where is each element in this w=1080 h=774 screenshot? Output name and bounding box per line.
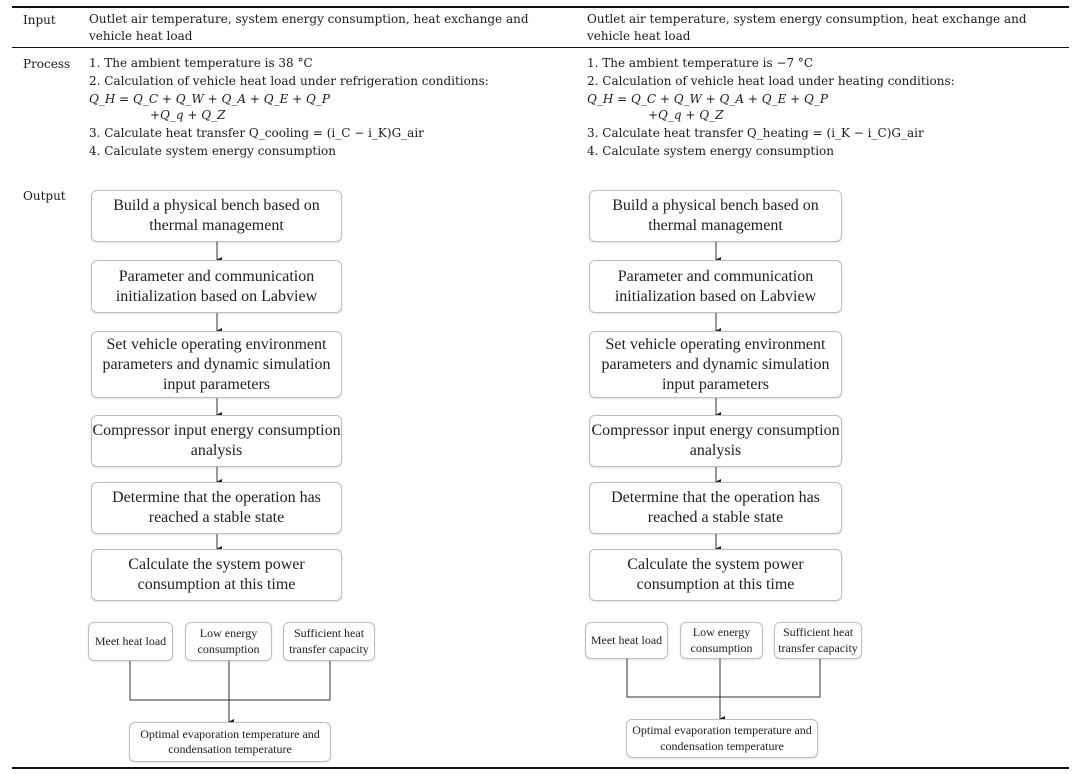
- flow-step-text: Calculate the system power consumption at this time: [128, 556, 305, 593]
- flow-step-box: [91, 260, 342, 313]
- result-box: [626, 719, 818, 758]
- flow-step-box: [589, 190, 842, 242]
- row-label-process: Process: [23, 57, 71, 71]
- criterion-box: [283, 622, 375, 661]
- flow-step-box: [91, 331, 342, 398]
- cooling-step-2: 2. Calculation of vehicle heat load under refrigeration conditions:: [89, 74, 489, 88]
- criterion-box: [774, 622, 862, 659]
- criterion-box: [585, 622, 668, 659]
- flow-step-text: Parameter and communication initialization based on Labview: [614, 267, 817, 305]
- flow-step-box: [589, 415, 842, 467]
- flow-step-text: Determine that the operation has reached a stable state: [611, 489, 820, 526]
- row-label-input: Input: [23, 13, 56, 27]
- heating-step-4: 4. Calculate system energy consumption: [587, 144, 835, 158]
- criterion-text: Low energy consumption: [690, 625, 753, 655]
- flow-step-text: Build a physical bench based on thermal management: [612, 197, 819, 234]
- flow-step-text: Set vehicle operating environment parameters and dynamic simulation input parameters: [102, 335, 331, 393]
- flow-step-box: [589, 260, 842, 313]
- heating-step-2: 2. Calculation of vehicle heat load under heating conditions:: [587, 74, 955, 88]
- flow-step-text: Compressor input energy consumption analysis: [92, 422, 341, 459]
- cooling-heat-load-equation-cont: +Q_q + Q_Z: [150, 108, 226, 122]
- flow-step-box: [91, 549, 342, 601]
- heating-step-1: 1. The ambient temperature is −7 °C: [587, 56, 814, 70]
- result-box: [129, 722, 331, 762]
- flow-step-box: [91, 190, 342, 242]
- flow-step-text: Parameter and communication initialization based on Labview: [115, 267, 318, 305]
- criterion-box: [185, 622, 272, 661]
- criterion-box: [88, 622, 173, 661]
- criterion-text: Meet heat load: [94, 633, 167, 648]
- flow-step-box: [589, 549, 842, 601]
- heating-heat-load-equation: Q_H = Q_C + Q_W + Q_A + Q_E + Q_P: [587, 92, 828, 106]
- heating-heat-load-equation-cont: +Q_q + Q_Z: [648, 108, 724, 122]
- cooling-heat-load-equation: Q_H = Q_C + Q_W + Q_A + Q_E + Q_P: [89, 92, 330, 106]
- flow-step-text: Build a physical bench based on thermal management: [113, 197, 320, 234]
- flow-step-box: [589, 482, 842, 534]
- flow-step-box: [91, 482, 342, 534]
- flow-step-box: [589, 331, 842, 398]
- flow-step-box: [91, 415, 342, 467]
- criterion-text: Sufficient heat transfer capacity: [778, 625, 858, 655]
- input-heating: Outlet air temperature, system energy consumption, heat exchange and vehicle heat load: [587, 12, 1027, 43]
- row-label-output: Output: [23, 189, 66, 203]
- result-text: Optimal evaporation temperature and condensation temperature: [632, 723, 812, 753]
- cooling-step-1: 1. The ambient temperature is 38 °C: [89, 56, 313, 70]
- flow-step-text: Determine that the operation has reached a stable state: [112, 489, 321, 526]
- criterion-text: Sufficient heat transfer capacity: [289, 626, 369, 656]
- criterion-text: Low energy consumption: [197, 626, 260, 656]
- heating-step-3: 3. Calculate heat transfer Q_heating = (i_K − i_C)G_air: [587, 126, 924, 140]
- flow-step-text: Compressor input energy consumption analysis: [591, 422, 840, 459]
- criterion-text: Meet heat load: [590, 632, 663, 647]
- cooling-step-3: 3. Calculate heat transfer Q_cooling = (i_C − i_K)G_air: [89, 126, 424, 140]
- flow-step-text: Set vehicle operating environment parameters and dynamic simulation input parameters: [601, 335, 830, 393]
- flow-step-text: Calculate the system power consumption at this time: [627, 556, 804, 593]
- criterion-box: [680, 622, 763, 659]
- result-text: Optimal evaporation temperature and condensation temperature: [140, 726, 320, 756]
- input-cooling: Outlet air temperature, system energy consumption, heat exchange and vehicle heat load: [89, 12, 529, 43]
- cooling-step-4: 4. Calculate system energy consumption: [89, 144, 337, 158]
